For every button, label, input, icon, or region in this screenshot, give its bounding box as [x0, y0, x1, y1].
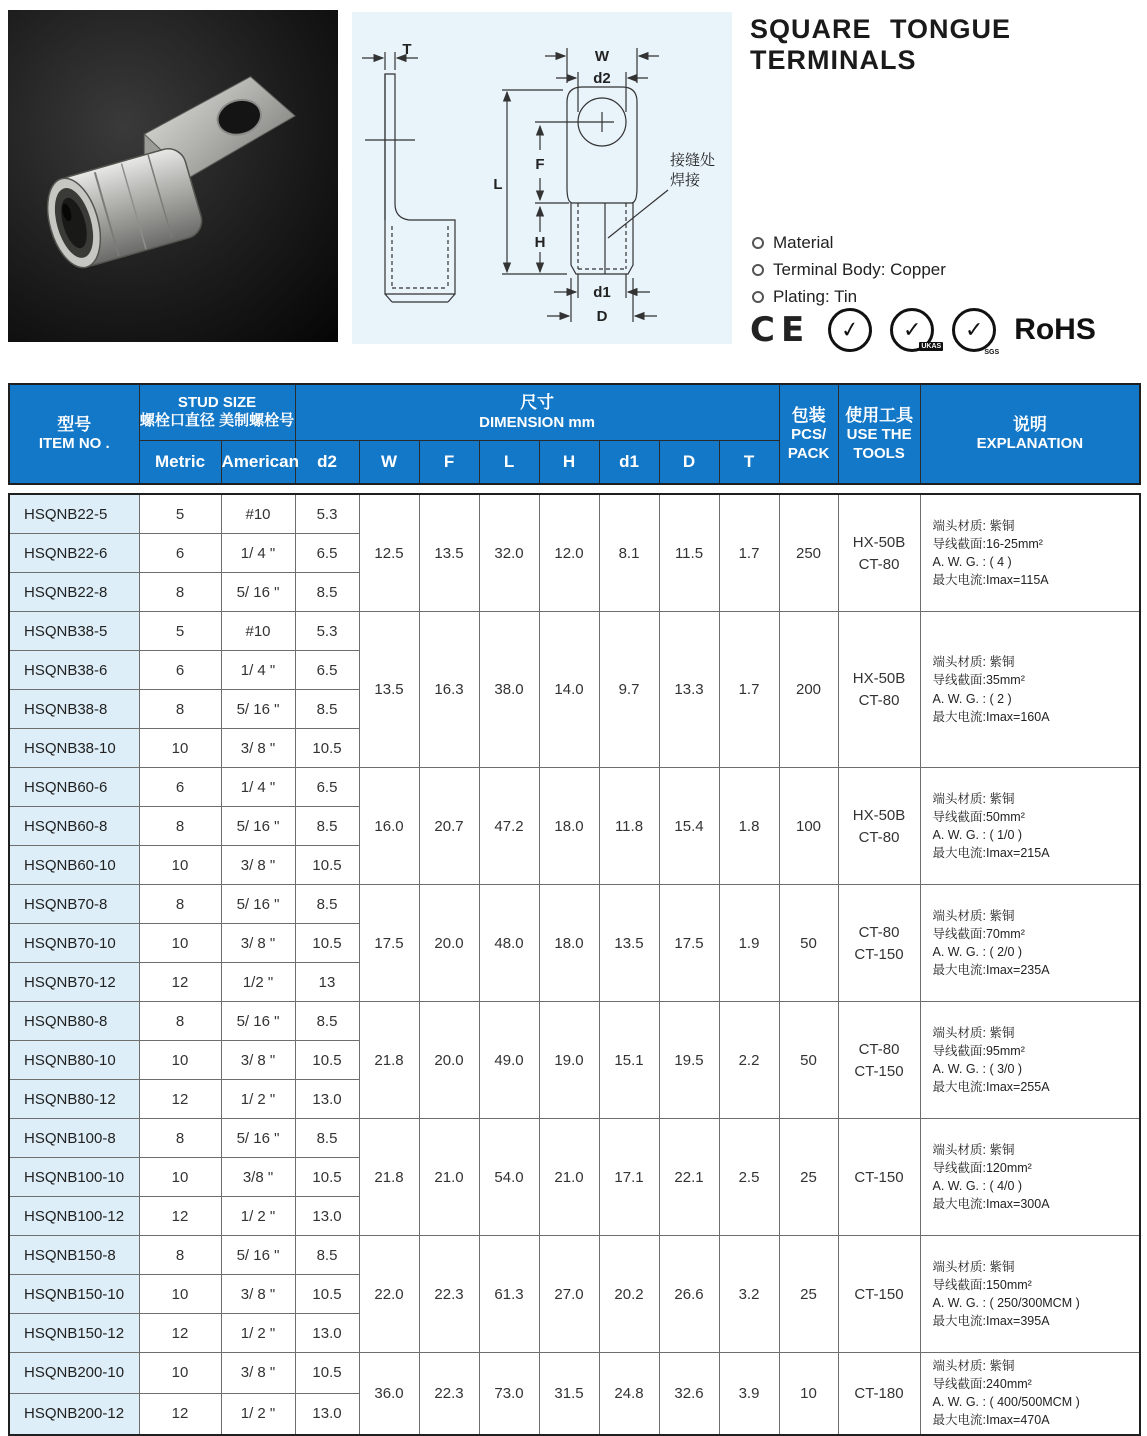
col-header-pack	[779, 384, 838, 484]
explanation-line: 最大电流:Imax=160A	[932, 709, 1050, 724]
dim-l-cell: 54.0	[479, 1119, 539, 1236]
item-no-cell: HSQNB38-8	[9, 690, 139, 729]
metric-cell: 10	[139, 924, 221, 963]
item-no-cell: HSQNB60-10	[9, 846, 139, 885]
tools-zh: 使用工具	[845, 405, 914, 425]
explanation-cell	[920, 1353, 1140, 1435]
dim-t-cell: 1.9	[719, 885, 779, 1002]
d2-cell: 10.5	[295, 924, 359, 963]
pack-en2: PACK	[787, 444, 830, 462]
tool-name: HX-50B	[852, 806, 906, 824]
material-plating: Plating: Tin	[773, 287, 858, 306]
d2-cell: 5.3	[295, 612, 359, 651]
metric-cell: 12	[139, 1314, 221, 1353]
table-row	[9, 768, 1140, 807]
explanation-line: 端头材质: 紫铜	[932, 1359, 1015, 1373]
d2-cell: 5.3	[295, 494, 359, 534]
tool-name: CT-80	[858, 923, 900, 941]
explanation-line: 端头材质: 紫铜	[932, 1142, 1015, 1157]
american-cell: 5/ 16 "	[221, 807, 295, 846]
item-no-cell: HSQNB200-10	[9, 1353, 139, 1394]
dim-d1-cell: 8.1	[599, 494, 659, 612]
explanation-line: 端头材质: 紫铜	[932, 655, 1015, 670]
metric-cell: 6	[139, 768, 221, 807]
dim-f-cell: 16.3	[419, 612, 479, 768]
tools-en1: USE THE	[846, 425, 912, 443]
pack-en1: PCS/	[791, 425, 827, 443]
american-cell: 3/ 8 "	[221, 1041, 295, 1080]
dim-w-cell: 12.5	[359, 494, 419, 612]
ce-mark-icon: CE	[750, 310, 811, 350]
d2-cell: 6.5	[295, 768, 359, 807]
dim-f-cell: 20.0	[419, 885, 479, 1002]
spec-table	[8, 383, 1139, 1436]
d2-cell: 8.5	[295, 573, 359, 612]
pack-cell: 10	[779, 1353, 838, 1435]
rohs-mark: RoHS	[1014, 313, 1096, 346]
dim-l-cell: 61.3	[479, 1236, 539, 1353]
metric-cell: 8	[139, 573, 221, 612]
dim-h-cell: 18.0	[539, 768, 599, 885]
tool-name: CT-150	[854, 1285, 904, 1303]
explanation-line: 导线截面:120mm²	[932, 1160, 1032, 1175]
dim-f-cell: 13.5	[419, 494, 479, 612]
item-no-cell: HSQNB70-12	[9, 963, 139, 1002]
tool-name: CT-150	[854, 1168, 904, 1186]
tools-cell	[838, 1353, 920, 1435]
explanation-line: A. W. G. : ( 400/500MCM )	[932, 1395, 1080, 1410]
pack-cell: 250	[779, 494, 838, 612]
dim-w-cell: 13.5	[359, 612, 419, 768]
metric-cell: 10	[139, 1353, 221, 1394]
tools-cell	[838, 494, 920, 612]
item-no-cell: HSQNB70-8	[9, 885, 139, 924]
explanation-line: 最大电流:Imax=300A	[932, 1197, 1050, 1212]
american-cell: 5/ 16 "	[221, 1236, 295, 1275]
table-row	[9, 612, 1140, 651]
american-cell: 5/ 16 "	[221, 573, 295, 612]
american-cell: 1/ 4 "	[221, 651, 295, 690]
metric-cell: 6	[139, 534, 221, 573]
dim-w-cell: 22.0	[359, 1236, 419, 1353]
pack-cell: 50	[779, 885, 838, 1002]
material-item	[752, 260, 946, 280]
explanation-zh: 说明	[1012, 415, 1047, 434]
tool-name: CT-80	[858, 692, 900, 709]
american-cell: 1/ 4 "	[221, 534, 295, 573]
explanation-en: EXPLANATION	[976, 435, 1084, 453]
tools-cell	[838, 885, 920, 1002]
item-no-cell: HSQNB22-6	[9, 534, 139, 573]
d2-cell: 8.5	[295, 1236, 359, 1275]
explanation-line: A. W. G. : ( 250/300MCM )	[932, 1296, 1080, 1310]
d2-cell: 6.5	[295, 651, 359, 690]
dim-t-cell: 3.9	[719, 1353, 779, 1435]
d2-cell: 10.5	[295, 846, 359, 885]
item-no-cell: HSQNB80-10	[9, 1041, 139, 1080]
dim-d1-cell: 15.1	[599, 1002, 659, 1119]
d2-cell: 13.0	[295, 1393, 359, 1434]
tool-name: CT-80	[858, 828, 900, 846]
d2-cell: 13.0	[295, 1314, 359, 1353]
dim-label-d1: d1	[593, 284, 611, 301]
explanation-line: A. W. G. : ( 4 )	[932, 555, 1012, 569]
dim-t-cell: 2.2	[719, 1002, 779, 1119]
american-cell: 1/ 4 "	[221, 768, 295, 807]
dim-d1-cell: 13.5	[599, 885, 659, 1002]
tools-en2: TOOLS	[853, 444, 905, 462]
col-header-dimension	[295, 384, 779, 440]
metric-cell: 5	[139, 494, 221, 534]
page-title: SQUARE TONGUE TERMINALS	[750, 14, 1012, 75]
dim-t-cell: 1.8	[719, 768, 779, 885]
dim-label-t: T	[402, 41, 412, 58]
tool-name: CT-80	[858, 1040, 900, 1058]
american-cell: 3/ 8 "	[221, 924, 295, 963]
item-no-cell: HSQNB60-8	[9, 807, 139, 846]
item-no-cell: HSQNB38-6	[9, 651, 139, 690]
d2-cell: 10.5	[295, 1353, 359, 1394]
explanation-line: 导线截面:240mm²	[932, 1377, 1032, 1392]
d2-cell: 8.5	[295, 807, 359, 846]
tool-name: CT-80	[858, 555, 900, 573]
dim-d-cell: 26.6	[659, 1236, 719, 1353]
item-no-cell: HSQNB150-8	[9, 1236, 139, 1275]
dim-h-cell: 21.0	[539, 1119, 599, 1236]
american-cell: 1/ 2 "	[221, 1314, 295, 1353]
explanation-cell	[920, 1236, 1140, 1353]
explanation-cell	[920, 1119, 1140, 1236]
dim-d-cell: 22.1	[659, 1119, 719, 1236]
dim-d1-cell: 17.1	[599, 1119, 659, 1236]
tools-cell	[838, 1119, 920, 1236]
dim-l-cell: 48.0	[479, 885, 539, 1002]
explanation-line: 导线截面:95mm²	[932, 1043, 1025, 1058]
explanation-cell	[920, 612, 1140, 768]
item-no-cell: HSQNB80-8	[9, 1002, 139, 1041]
explanation-line: 最大电流:Imax=235A	[932, 963, 1050, 978]
metric-cell: 12	[139, 1393, 221, 1434]
dim-d-cell: 15.4	[659, 768, 719, 885]
explanation-line: 最大电流:Imax=215A	[932, 846, 1050, 861]
tools-cell	[838, 612, 920, 768]
d2-cell: 10.5	[295, 1041, 359, 1080]
dim-w-cell: 21.8	[359, 1119, 419, 1236]
weld-annotation-line1: 接缝处	[670, 152, 716, 169]
dim-f-cell: 22.3	[419, 1353, 479, 1435]
item-no-cell: HSQNB100-12	[9, 1197, 139, 1236]
american-cell: 5/ 16 "	[221, 1119, 295, 1158]
dim-label-h: H	[534, 234, 546, 251]
material-body: Terminal Body: Copper	[773, 260, 946, 279]
item-no-cell: HSQNB22-5	[9, 494, 139, 534]
explanation-line: 最大电流:Imax=470A	[932, 1413, 1050, 1428]
explanation-line: A. W. G. : ( 1/0 )	[932, 828, 1023, 842]
weld-annotation-line2: 焊接	[670, 172, 701, 189]
terminal-photo-illustration	[8, 10, 338, 342]
compliance-check-badge-icon: ✓	[825, 305, 875, 355]
dim-label-d2: d2	[593, 70, 611, 87]
metric-cell: 8	[139, 1236, 221, 1275]
col-header-d1: d1	[599, 440, 659, 484]
col-header-tools	[838, 384, 920, 484]
explanation-line: 端头材质: 紫铜	[932, 518, 1015, 533]
d2-cell: 8.5	[295, 690, 359, 729]
metric-cell: 10	[139, 846, 221, 885]
metric-cell: 8	[139, 1119, 221, 1158]
metric-cell: 12	[139, 963, 221, 1002]
bullet-icon	[752, 291, 764, 303]
tool-name: HX-50B	[852, 670, 906, 687]
d2-cell: 10.5	[295, 1275, 359, 1314]
dim-t-cell: 1.7	[719, 494, 779, 612]
check-icon: ✓	[964, 317, 984, 342]
table-row	[9, 1353, 1140, 1394]
metric-cell: 10	[139, 729, 221, 768]
american-cell: 3/ 8 "	[221, 1275, 295, 1314]
dimension-en: DIMENSION mm	[479, 413, 595, 431]
col-header-american: American	[221, 440, 295, 484]
header-body-gap	[8, 485, 1139, 493]
dim-d-cell: 17.5	[659, 885, 719, 1002]
dim-d-cell: 19.5	[659, 1002, 719, 1119]
d2-cell: 13.0	[295, 1197, 359, 1236]
metric-cell: 6	[139, 651, 221, 690]
col-header-stud-size	[139, 384, 295, 440]
pack-cell: 50	[779, 1002, 838, 1119]
dim-label-f: F	[535, 156, 545, 173]
dim-d-cell: 13.3	[659, 612, 719, 768]
american-cell: 1/ 2 "	[221, 1197, 295, 1236]
item-no-cell: HSQNB22-8	[9, 573, 139, 612]
tool-name: CT-150	[854, 1062, 904, 1080]
item-no-cell: HSQNB80-12	[9, 1080, 139, 1119]
explanation-line: 最大电流:Imax=255A	[932, 1080, 1050, 1095]
item-no-cell: HSQNB150-10	[9, 1275, 139, 1314]
american-cell: 5/ 16 "	[221, 885, 295, 924]
explanation-line: 最大电流:Imax=115A	[932, 573, 1049, 588]
pack-cell: 25	[779, 1236, 838, 1353]
d2-cell: 8.5	[295, 1002, 359, 1041]
american-cell: 1/2 "	[221, 963, 295, 1002]
spec-table-header	[8, 383, 1141, 485]
american-cell: 3/8 "	[221, 1158, 295, 1197]
metric-cell: 5	[139, 612, 221, 651]
material-heading: Material	[773, 233, 834, 252]
tools-cell	[838, 768, 920, 885]
col-header-t: T	[719, 440, 779, 484]
d2-cell: 8.5	[295, 1119, 359, 1158]
metric-cell: 10	[139, 1041, 221, 1080]
col-header-d2: d2	[295, 440, 359, 484]
item-header-en: ITEM NO .	[38, 435, 110, 453]
col-header-metric: Metric	[139, 440, 221, 484]
metric-cell: 12	[139, 1197, 221, 1236]
explanation-line: A. W. G. : ( 2 )	[932, 691, 1012, 706]
explanation-line: 端头材质: 紫铜	[932, 908, 1015, 923]
metric-cell: 8	[139, 1002, 221, 1041]
tool-name: CT-180	[854, 1384, 904, 1402]
dim-label-d: D	[596, 308, 608, 325]
metric-cell: 8	[139, 807, 221, 846]
metric-cell: 8	[139, 690, 221, 729]
sgs-label: SGS	[984, 349, 1000, 356]
d2-cell: 6.5	[295, 534, 359, 573]
dim-t-cell: 2.5	[719, 1119, 779, 1236]
explanation-line: 导线截面:70mm²	[932, 926, 1025, 941]
dim-h-cell: 12.0	[539, 494, 599, 612]
dim-f-cell: 21.0	[419, 1119, 479, 1236]
ukas-label: UKAS	[921, 343, 942, 350]
dim-w-cell: 17.5	[359, 885, 419, 1002]
spec-table-body	[8, 493, 1141, 1436]
info-panel	[750, 8, 1140, 358]
item-no-cell: HSQNB38-5	[9, 612, 139, 651]
col-header-w: W	[359, 440, 419, 484]
table-row	[9, 494, 1140, 534]
pack-cell: 25	[779, 1119, 838, 1236]
col-header-explanation	[920, 384, 1140, 484]
col-header-d: D	[659, 440, 719, 484]
explanation-line: 端头材质: 紫铜	[932, 1259, 1015, 1274]
material-item	[752, 287, 946, 307]
dim-l-cell: 32.0	[479, 494, 539, 612]
explanation-line: 导线截面:35mm²	[932, 673, 1025, 688]
table-row	[9, 1236, 1140, 1275]
tools-cell	[838, 1002, 920, 1119]
dim-d1-cell: 11.8	[599, 768, 659, 885]
stud-size-en: STUD SIZE	[177, 393, 257, 411]
dim-w-cell: 16.0	[359, 768, 419, 885]
tool-name: HX-50B	[852, 533, 906, 551]
dim-h-cell: 14.0	[539, 612, 599, 768]
material-item	[752, 233, 946, 253]
item-header-zh: 型号	[57, 415, 92, 434]
explanation-line: A. W. G. : ( 3/0 )	[932, 1062, 1023, 1076]
col-header-h: H	[539, 440, 599, 484]
d2-cell: 13	[295, 963, 359, 1002]
dim-w-cell: 36.0	[359, 1353, 419, 1435]
metric-cell: 10	[139, 1158, 221, 1197]
item-no-cell: HSQNB150-12	[9, 1314, 139, 1353]
dim-l-cell: 73.0	[479, 1353, 539, 1435]
explanation-line: A. W. G. : ( 4/0 )	[932, 1179, 1023, 1193]
explanation-line: A. W. G. : ( 2/0 )	[932, 945, 1023, 959]
dim-label-w: W	[594, 48, 610, 65]
american-cell: 5/ 16 "	[221, 1002, 295, 1041]
dim-h-cell: 19.0	[539, 1002, 599, 1119]
item-no-cell: HSQNB60-6	[9, 768, 139, 807]
pack-cell: 200	[779, 612, 838, 768]
dim-d1-cell: 9.7	[599, 612, 659, 768]
explanation-cell	[920, 1002, 1140, 1119]
tool-name: CT-150	[854, 945, 904, 963]
american-cell: 3/ 8 "	[221, 1353, 295, 1394]
dim-d-cell: 11.5	[659, 494, 719, 612]
dim-d1-cell: 24.8	[599, 1353, 659, 1435]
stud-size-zh: 螺栓口直径 美制螺栓号	[139, 412, 295, 430]
d2-cell: 8.5	[295, 885, 359, 924]
top-section	[0, 0, 1147, 375]
bullet-icon	[752, 237, 764, 249]
metric-cell: 12	[139, 1080, 221, 1119]
american-cell: 1/ 2 "	[221, 1393, 295, 1434]
american-cell: #10	[221, 494, 295, 534]
dim-h-cell: 27.0	[539, 1236, 599, 1353]
pack-cell: 100	[779, 768, 838, 885]
dimension-zh: 尺寸	[520, 393, 555, 413]
dim-l-cell: 49.0	[479, 1002, 539, 1119]
explanation-cell	[920, 885, 1140, 1002]
product-photo	[8, 10, 338, 342]
item-no-cell: HSQNB200-12	[9, 1393, 139, 1434]
tools-cell	[838, 1236, 920, 1353]
certification-logos	[750, 308, 1096, 356]
table-row	[9, 1002, 1140, 1041]
dim-t-cell: 1.7	[719, 612, 779, 768]
dim-f-cell: 22.3	[419, 1236, 479, 1353]
american-cell: #10	[221, 612, 295, 651]
d2-cell: 10.5	[295, 1158, 359, 1197]
dim-label-l: L	[493, 176, 503, 193]
item-no-cell: HSQNB38-10	[9, 729, 139, 768]
explanation-line: 导线截面:150mm²	[932, 1277, 1032, 1292]
dim-w-cell: 21.8	[359, 1002, 419, 1119]
explanation-line: 导线截面:16-25mm²	[932, 536, 1043, 551]
sgs-badge-icon	[952, 308, 1000, 356]
american-cell: 3/ 8 "	[221, 846, 295, 885]
dimension-diagram	[352, 12, 732, 344]
american-cell: 5/ 16 "	[221, 690, 295, 729]
col-header-l: L	[479, 440, 539, 484]
metric-cell: 10	[139, 1275, 221, 1314]
col-header-item-no	[9, 384, 139, 484]
explanation-cell	[920, 768, 1140, 885]
table-row	[9, 1119, 1140, 1158]
pack-zh: 包装	[791, 405, 826, 425]
dim-f-cell: 20.7	[419, 768, 479, 885]
explanation-line: 端头材质: 紫铜	[932, 1025, 1015, 1040]
dim-l-cell: 38.0	[479, 612, 539, 768]
dim-d-cell: 32.6	[659, 1353, 719, 1435]
dim-h-cell: 18.0	[539, 885, 599, 1002]
dim-d1-cell: 20.2	[599, 1236, 659, 1353]
item-no-cell: HSQNB100-8	[9, 1119, 139, 1158]
dim-t-cell: 3.2	[719, 1236, 779, 1353]
explanation-line: 端头材质: 紫铜	[932, 791, 1015, 806]
d2-cell: 10.5	[295, 729, 359, 768]
explanation-cell	[920, 494, 1140, 612]
col-header-f: F	[419, 440, 479, 484]
bullet-icon	[752, 264, 764, 276]
item-no-cell: HSQNB100-10	[9, 1158, 139, 1197]
explanation-line: 最大电流:Imax=395A	[932, 1314, 1050, 1329]
d2-cell: 13.0	[295, 1080, 359, 1119]
explanation-line: 导线截面:50mm²	[932, 809, 1025, 824]
dim-h-cell: 31.5	[539, 1353, 599, 1435]
table-row	[9, 885, 1140, 924]
item-no-cell: HSQNB70-10	[9, 924, 139, 963]
dim-f-cell: 20.0	[419, 1002, 479, 1119]
material-list	[752, 226, 946, 314]
metric-cell: 8	[139, 885, 221, 924]
check-icon: ✓	[902, 317, 922, 342]
iso-ukas-badge-icon	[890, 308, 942, 352]
american-cell: 3/ 8 "	[221, 729, 295, 768]
dim-l-cell: 47.2	[479, 768, 539, 885]
american-cell: 1/ 2 "	[221, 1080, 295, 1119]
